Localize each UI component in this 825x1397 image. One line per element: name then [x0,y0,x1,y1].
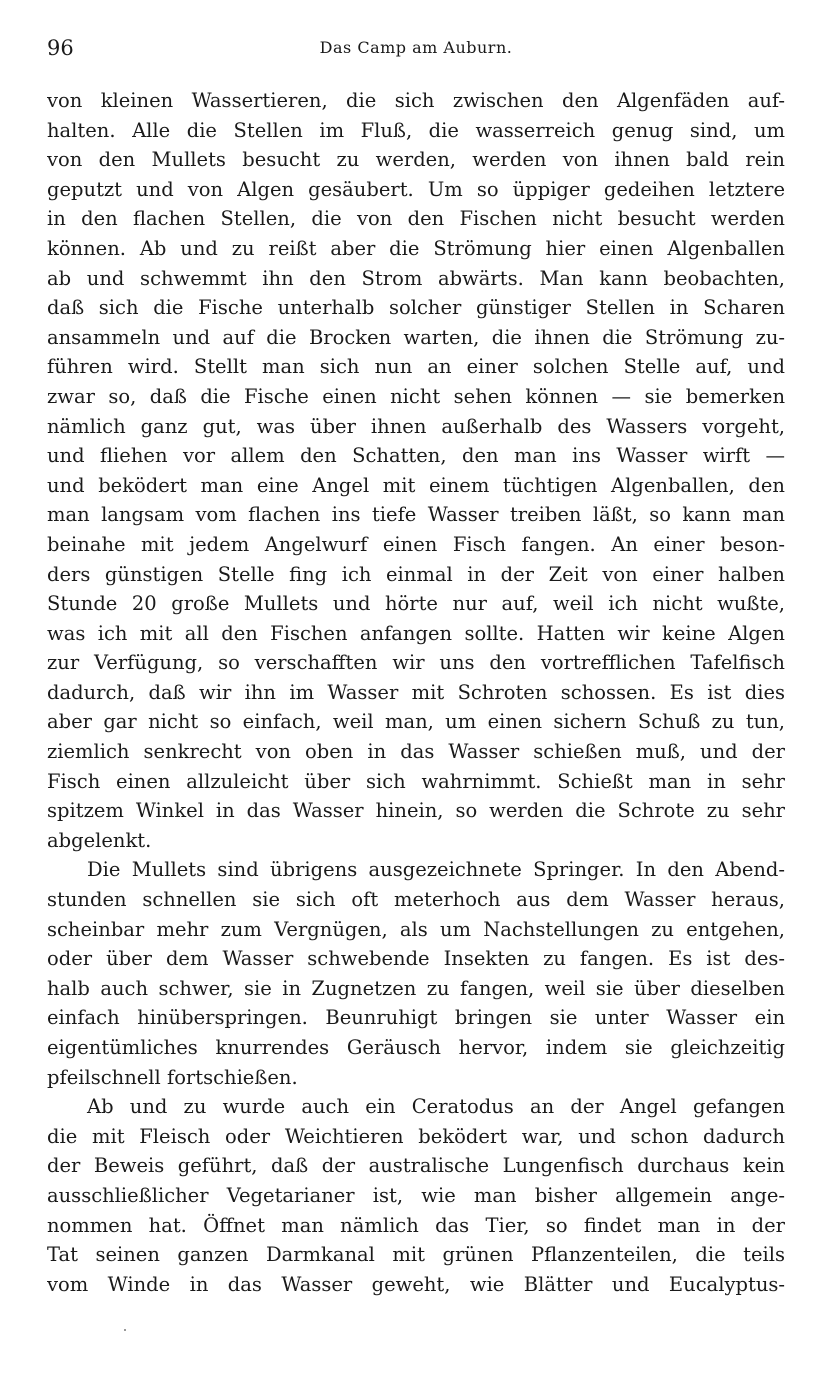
text-line: Stunde 20 große Mullets und hörte nur auf, weil ich nicht wußte, [47,592,785,616]
text-line: Fisch einen allzuleicht über sich wahrnimmt. Schießt man in sehr [47,769,785,793]
text-line: halb auch schwer, sie in Zugnetzen zu fangen, weil sie über dieselben [47,976,785,1000]
page-header [47,36,785,64]
text-line: ansammeln und auf die Brocken warten, die ihnen die Strömung zu- [47,325,785,349]
text-line: nommen hat. Öffnet man nämlich das Tier, so findet man in der [47,1213,785,1237]
text-line: Die Mullets sind übrigens ausgezeichnete Springer. In den Abend- [87,858,785,882]
text-line: geputzt und von Algen gesäubert. Um so üppiger gedeihen letztere [47,177,785,201]
text-line: zur Verfügung, so verschafften wir uns den vortrefflichen Tafelfisch [47,651,785,675]
text-line: halten. Alle die Stellen im Fluß, die wasserreich genug sind, um [47,118,785,142]
text-line: die mit Fleisch oder Weichtieren beködert war, und schon dadurch [47,1124,785,1148]
text-line: ziemlich senkrecht von oben in das Wasser schießen muß, und der [47,740,785,764]
text-line: von den Mullets besucht zu werden, werden von ihnen bald rein [47,148,785,172]
body-text [47,86,785,1299]
text-line: Ab und zu wurde auch ein Ceratodus an der Angel gefangen [87,1095,785,1119]
text-line: und beködert man eine Angel mit einem tüchtigen Algenballen, den [47,473,785,497]
text-line: vom Winde in das Wasser geweht, wie Blätter und Eucalyptus- [47,1272,785,1296]
text-line: oder über dem Wasser schwebende Insekten zu fangen. Es ist des- [47,947,785,971]
text-line: von kleinen Wassertieren, die sich zwischen den Algenfäden auf- [47,89,785,112]
text-line: scheinbar mehr zum Vergnügen, als um Nachstellungen zu entgehen, [47,917,785,941]
text-line: ab und schwemmt ihn den Strom abwärts. Man kann beobachten, [47,266,785,290]
text-line: eigentümliches knurrendes Geräusch hervor, indem sie gleichzeitig [47,1036,785,1059]
text-line: einfach hinüberspringen. Beunruhigt bringen sie unter Wasser ein [47,1006,785,1030]
text-line: spitzem Winkel in das Wasser hinein, so werden die Schrote zu sehr [47,799,785,823]
page-number: 96 [47,36,74,60]
text-line: nämlich ganz gut, was über ihnen außerhalb des Wassers vorgeht, [47,414,785,438]
text-line: daß sich die Fische unterhalb solcher günstiger Stellen in Scharen [47,296,785,320]
text-line: abgelenkt. [47,828,152,852]
text-line: man langsam vom flachen ins tiefe Wasser treiben läßt, so kann man [47,503,785,527]
text-line: aber gar nicht so einfach, weil man, um einen sichern Schuß zu tun, [47,710,785,734]
speck-mark [124,1329,126,1331]
text-line: Tat seinen ganzen Darmkanal mit grünen Pflanzenteilen, die teils [47,1243,785,1267]
text-line: und fliehen vor allem den Schatten, den man ins Wasser wirft — [47,444,785,468]
text-line: was ich mit all den Fischen anfangen sollte. Hatten wir keine Algen [47,621,785,645]
text-line: beinahe mit jedem Angelwurf einen Fisch fangen. An einer beson- [47,532,785,556]
text-line: in den flachen Stellen, die von den Fischen nicht besucht werden [47,207,785,231]
text-line: ausschließlicher Vegetarianer ist, wie man bisher allgemein ange- [47,1183,785,1207]
text-line: führen wird. Stellt man sich nun an einer solchen Stelle auf, und [47,355,785,379]
text-line: können. Ab und zu reißt aber die Strömung hier einen Algenballen [47,236,785,260]
text-line: stunden schnellen sie sich oft meterhoch aus dem Wasser heraus, [47,888,785,912]
text-line: zwar so, daß die Fische einen nicht sehen können — sie bemerken [47,384,785,408]
text-line: dadurch, daß wir ihn im Wasser mit Schroten schossen. Es ist dies [47,680,785,704]
running-title: Das Camp am Auburn. [319,38,513,57]
text-line: ders günstigen Stelle fing ich einmal in der Zeit von einer halben [47,562,785,586]
text-line: der Beweis geführt, daß der australische Lungenfisch durchaus kein [47,1154,785,1178]
text-line: pfeilschnell fortschießen. [47,1065,298,1089]
